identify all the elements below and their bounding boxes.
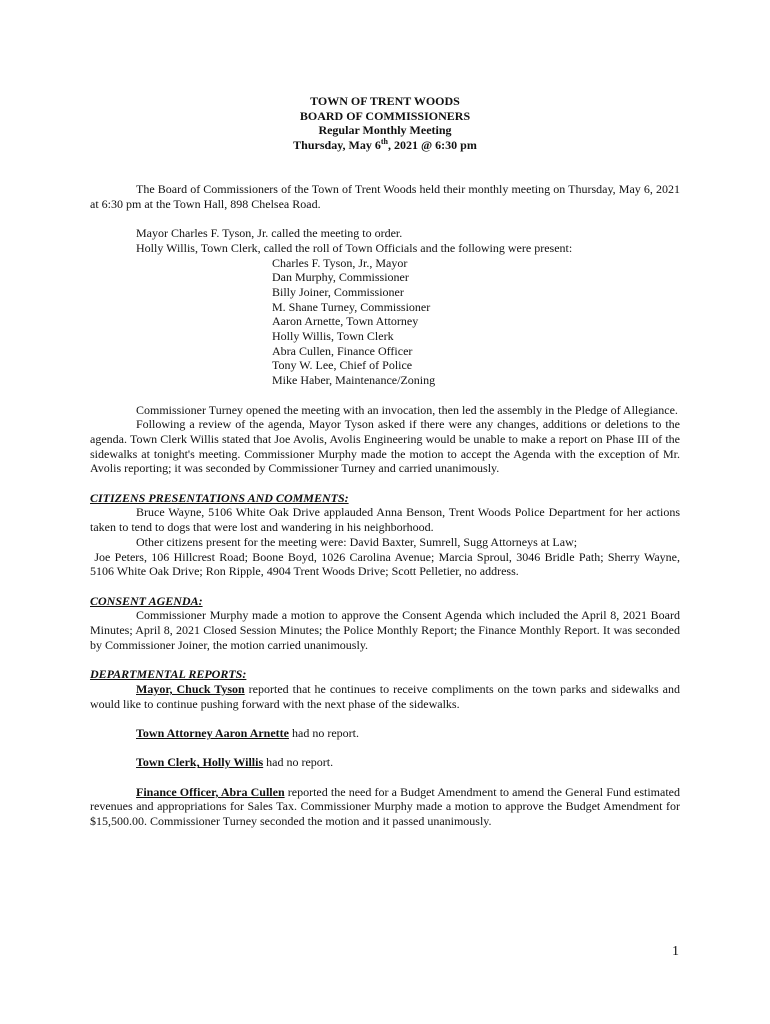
finance-name: Finance Officer, Abra Cullen bbox=[136, 784, 285, 799]
attendee-list bbox=[90, 256, 680, 388]
attendee-item: Aaron Arnette, Town Attorney bbox=[272, 314, 419, 329]
header-meeting-type: Regular Monthly Meeting bbox=[318, 123, 452, 137]
citizens-present: Other citizens present for the meeting were: David Baxter, Sumrell, Sugg Attorneys at Law; bbox=[136, 534, 578, 549]
attendee-item: Abra Cullen, Finance Officer bbox=[272, 343, 413, 358]
roll-call: Holly Willis, Town Clerk, called the roll of Town Officials and the following were present: bbox=[136, 240, 573, 255]
document-header bbox=[0, 94, 770, 152]
clerk-name: Town Clerk, Holly Willis bbox=[136, 755, 264, 770]
departmental-heading: DEPARTMENTAL REPORTS: bbox=[90, 667, 247, 682]
agenda-review-paragraph: Following a review of the agenda, Mayor Tyson asked if there were any changes, additions or deletions to the agenda. Town Clerk Willis stated that Joe Avolis, Avolis Engineering would be unable to make a report on Phase III of the sidewalks at tonight's meeting. Commissioner Murphy made the motion to accept the Agenda with the exception of Mr. Avolis reporting; it was seconded by Commissioner Turney and carried unanimously. bbox=[90, 417, 680, 476]
consent-paragraph: Commissioner Murphy made a motion to approve the Consent Agenda which included the April 8, 2021 Board Minutes; April 8, 2021 Closed Session Minutes; the Police Monthly Report; the Finance Monthly Report. It was seconded by Commissioner Joiner, the motion carried unanimously. bbox=[90, 608, 680, 652]
header-board: BOARD OF COMMISSIONERS bbox=[299, 108, 471, 123]
attendee-item: Tony W. Lee, Chief of Police bbox=[272, 358, 413, 373]
mayor-name: Mayor, Chuck Tyson bbox=[136, 681, 245, 696]
attendee-item: Charles F. Tyson, Jr., Mayor bbox=[272, 255, 408, 270]
attorney-report: Town Attorney Aaron Arnette had no report. bbox=[136, 725, 359, 740]
header-date: Thursday, May 6th, 2021 @ 6:30 pm bbox=[293, 136, 477, 152]
attendee-item: Dan Murphy, Commissioner bbox=[272, 270, 409, 285]
finance-report: Finance Officer, Abra Cullen reported the need for a Budget Amendment to amend the General Fund estimated revenues and appropriations for Sales Tax. Commissioner Murphy made a motion to approve the Budget Amendment for $15,500.00. Commissioner Turney seconded the motion and it passed unanimously. bbox=[90, 784, 681, 829]
consent-heading: CONSENT AGENDA: bbox=[90, 593, 203, 608]
header-town: TOWN OF TRENT WOODS bbox=[310, 94, 460, 108]
attorney-name: Town Attorney Aaron Arnette bbox=[136, 725, 289, 740]
invocation-paragraph: Commissioner Turney opened the meeting with an invocation, then led the assembly in the Pledge of Allegiance. bbox=[136, 402, 678, 417]
page-number: 1 bbox=[672, 944, 679, 959]
call-to-order: Mayor Charles F. Tyson, Jr. called the meeting to order. bbox=[136, 226, 403, 241]
attendee-item: Billy Joiner, Commissioner bbox=[272, 284, 404, 299]
citizens-heading: CITIZENS PRESENTATIONS AND COMMENTS: bbox=[90, 490, 349, 505]
document-body bbox=[90, 182, 680, 829]
attendee-item: Holly Willis, Town Clerk bbox=[272, 329, 394, 344]
attendee-item: M. Shane Turney, Commissioner bbox=[272, 299, 431, 314]
mayor-report: Mayor, Chuck Tyson reported that he continues to receive compliments on the town parks and sidewalks and would like to continue pushing forward with the next phase of the sidewalks. bbox=[90, 681, 680, 711]
citizens-paragraph: Bruce Wayne, 5106 White Oak Drive applauded Anna Benson, Trent Woods Police Department for her actions taken to tend to dogs that were lost and wandering in his neighborhood. bbox=[90, 505, 680, 535]
intro-paragraph: The Board of Commissioners of the Town of Trent Woods held their monthly meeting on Thursday, May 6, 2021 at 6:30 pm at the Town Hall, 898 Chelsea Road. bbox=[90, 182, 680, 211]
clerk-report: Town Clerk, Holly Willis had no report. bbox=[136, 755, 334, 770]
attendee-item: Mike Haber, Maintenance/Zoning bbox=[272, 373, 436, 388]
citizens-list: Joe Peters, 106 Hillcrest Road; Boone Boyd, 1026 Carolina Avenue; Marcia Sproul, 3046 Bridle Path; Sherry Wayne, 5106 White Oak Drive; Ron Ripple, 4904 Trent Woods Drive; Scott Pelletier, no address. bbox=[90, 549, 681, 579]
